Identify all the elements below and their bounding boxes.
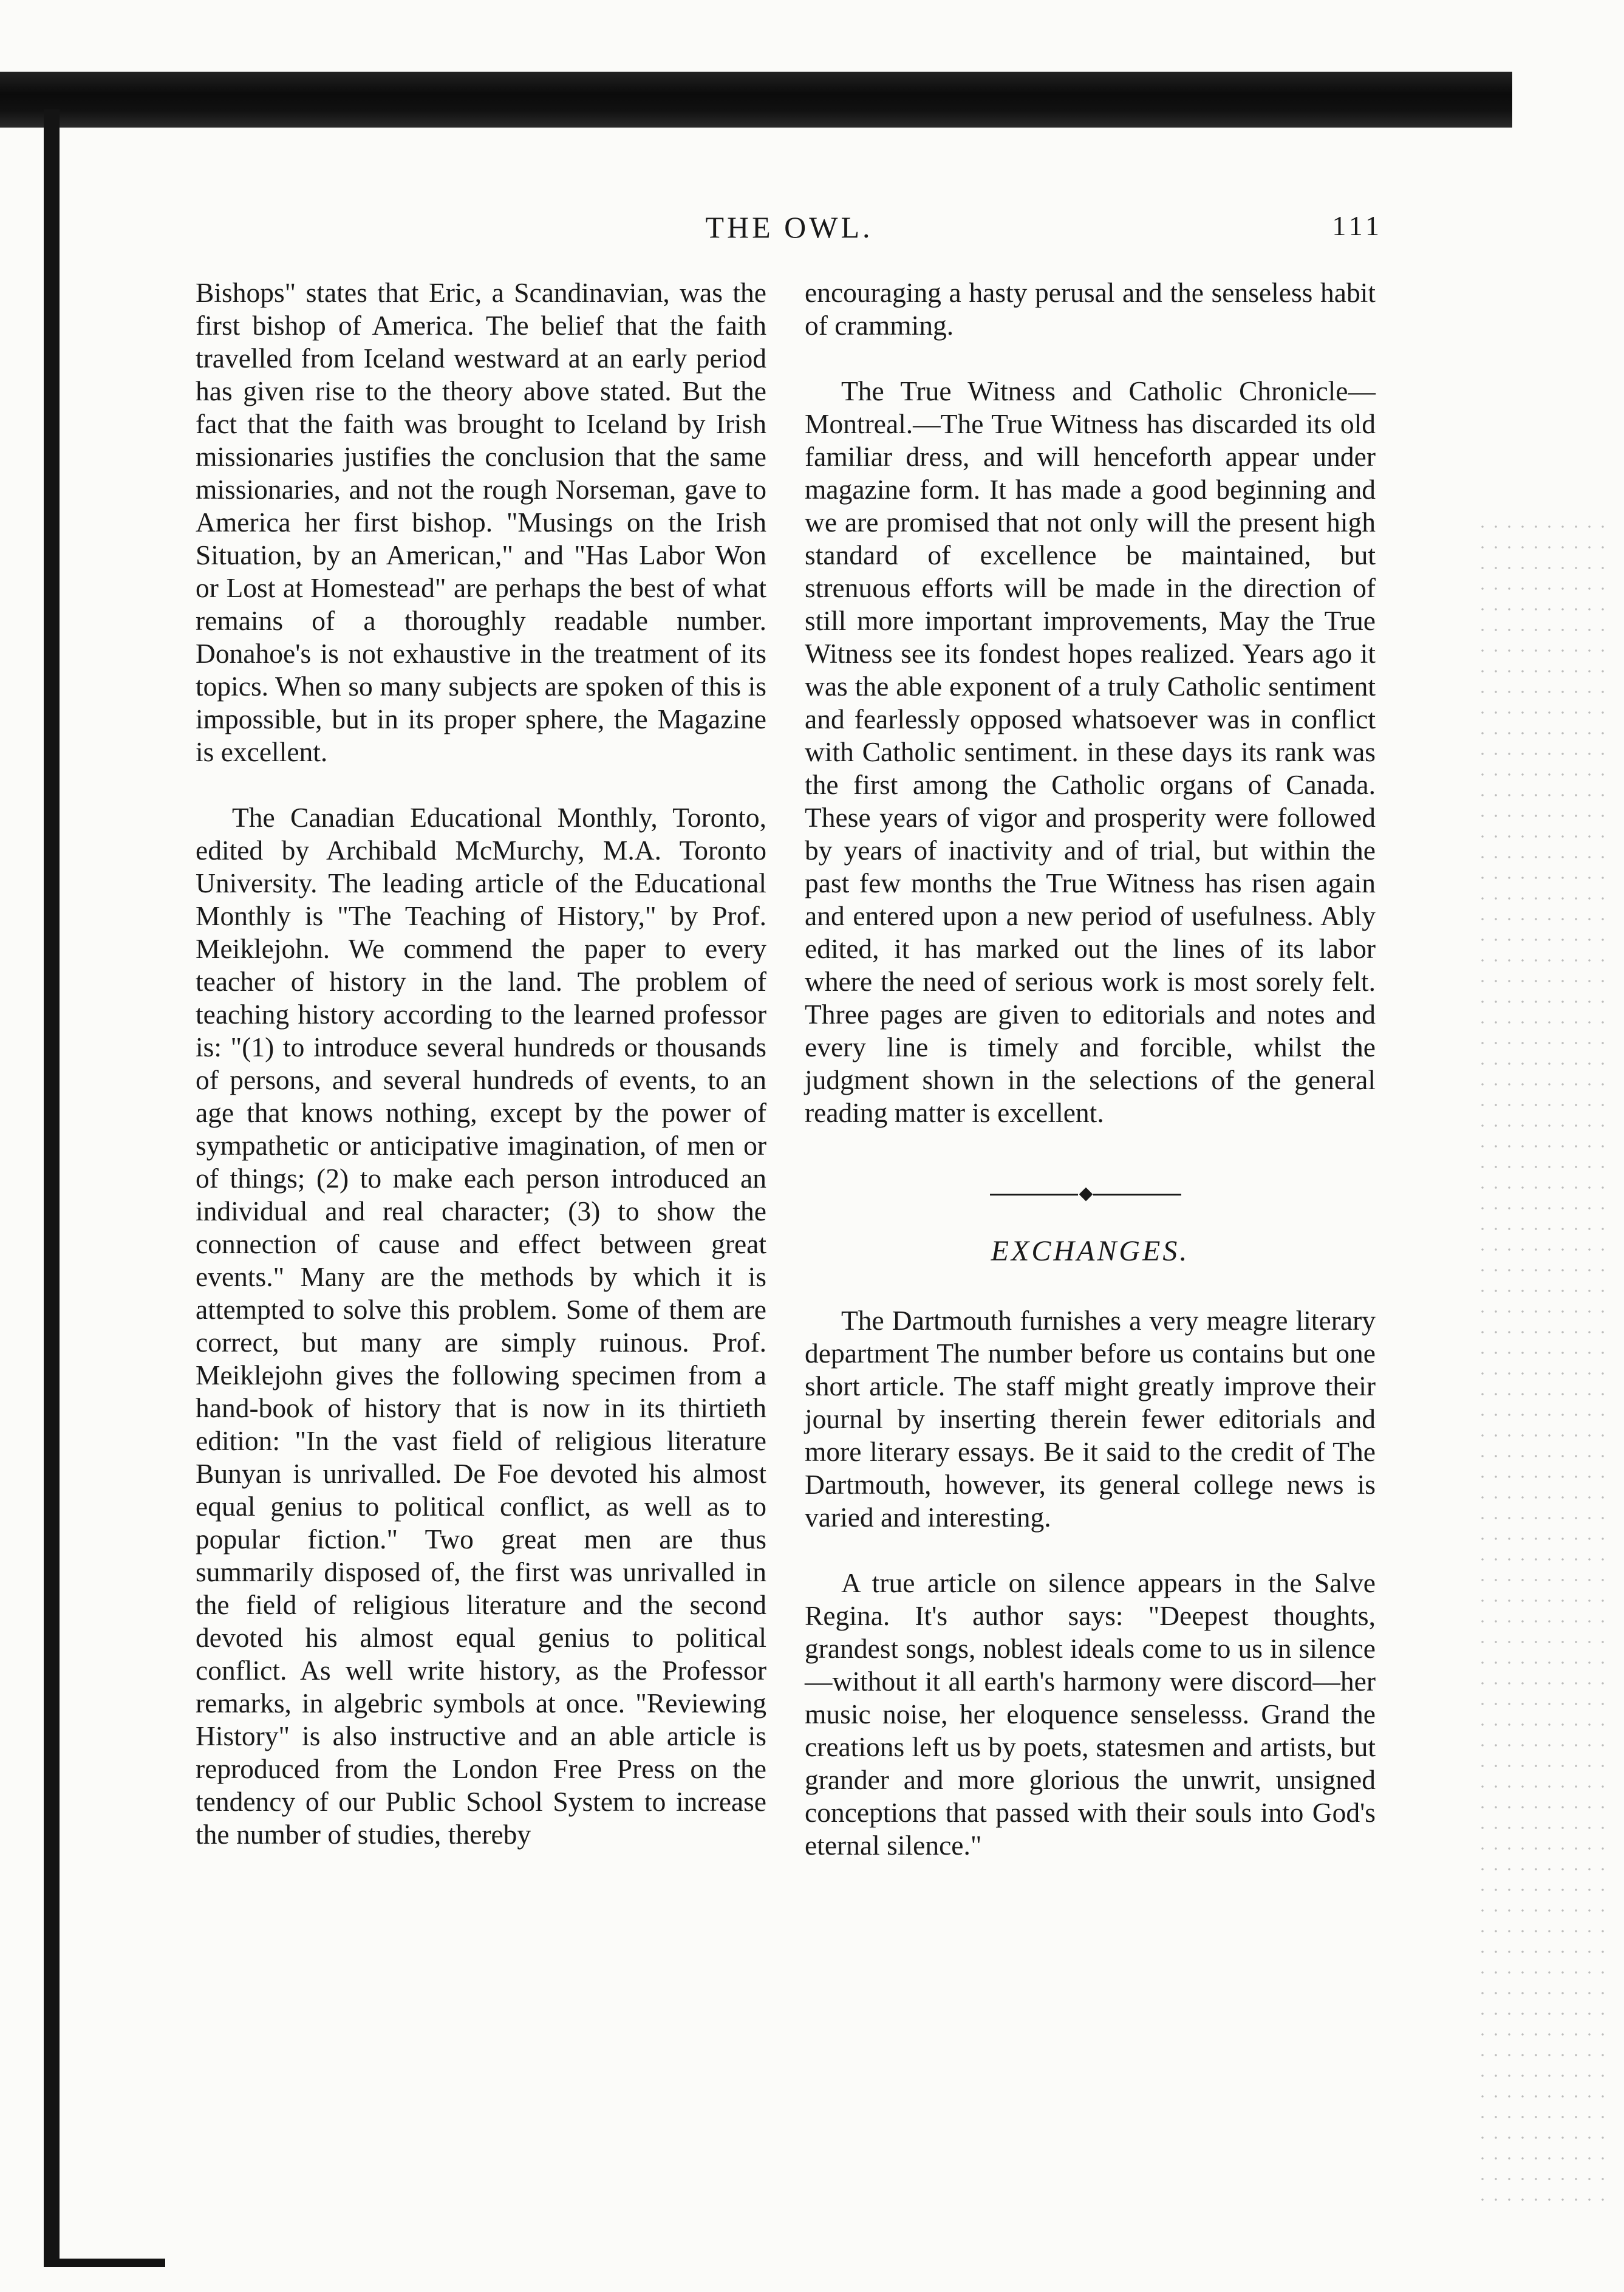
right-column (805, 276, 1376, 1862)
page-top-border (0, 72, 1512, 128)
divider-line-right (1093, 1194, 1181, 1196)
left-column (196, 276, 766, 1851)
page-edge-specks (1476, 516, 1609, 2217)
educational-monthly-paragraph: The Canadian Educational Monthly, Toronto, edited by Archibald McMurchy, M.A. Toronto University. The leading article of the Educational Monthly is "The Teaching of History," by Prof. Meiklejohn. We commend the paper to every teacher of history in the land. The problem of teaching history according to the learned professor is: "(1) to introduce several hundreds or thousands of persons, and several hundreds of events, to an age that knows nothing, except by the power of sympathetic or anticipative imagination, of men or of things; (2) to make each person introduced an individual and real character; (3) to show the connection of cause and effect between great events." Many are the methods by which it is attempted to solve this problem. Some of them are correct, but many are simply ruinous. Prof. Meiklejohn gives the following specimen from a hand-book of history that is now in its thirtieth edition: "In the vast field of religious literature Bunyan is unrivalled. De Foe devoted his almost equal genius to political conflict, as well as to popular fiction." Two great men are thus summarily disposed of, the first was unrivalled in the field of religious literature and the second devoted his almost equal genius to political conflict. As well write history, as the Professor remarks, in algebric symbols at once. "Reviewing History" is also instructive and an able article is reproduced from the London Free Press on the tendency of our Public School System to increase the number of studies, thereby (196, 802, 766, 1850)
dartmouth-paragraph: The Dartmouth furnishes a very meagre literary department The number before us contains but one short article. The staff might greatly improve their journal by inserting therein fewer editorials and more literary essays. Be it said to the credit of The Dartmouth, however, its general college news is varied and interesting. (805, 1305, 1376, 1533)
divider-diamond-icon (1079, 1188, 1093, 1202)
exchanges-heading: EXCHANGES. (991, 1235, 1190, 1267)
donahoes-review-paragraph: Bishops" states that Eric, a Scandinavian, was the first bishop of America. The belief that the faith travelled from Iceland westward at an early period has given rise to the theory above stated. But the fact that the faith was brought to Iceland by Irish missionaries justifies the conclusion that the same missionaries, and not the rough Norseman, gave to America her first bishop. "Musings on the Irish Situation, by an American," and "Has Labor Won or Lost at Homestead" are perhaps the best of what remains of a thoroughly readable number. Donahoe's is not exhaustive in the treatment of its topics. When so many subjects are spoken of this is impossible, but in its proper sphere, the Magazine is excellent. (196, 277, 766, 767)
page-number: 111 (1332, 210, 1383, 241)
divider-line-left (990, 1194, 1078, 1196)
true-witness-paragraph: The True Witness and Catholic Chronicle—Montreal.—The True Witness has discarded its old familiar dress, and will henceforth appear under magazine form. It has made a good beginning and we are promised that not only will the present high standard of excellence be maintained, but strenuous efforts will be made in the direction of still more important improvements, May the True Witness see its fondest hopes realized. Years ago it was the able exponent of a truly Catholic sentiment and fearlessly opposed whatsoever was in conflict with Catholic sentiment. in these days its rank was the first among the Catholic organs of Canada. These years of vigor and prosperity were followed by years of inactivity and of trial, but within the past few months the True Witness has risen again and entered upon a new period of usefulness. Ably edited, it has marked out the lines of its labor where the need of serious work is most sorely felt. Three pages are given to editorials and notes and every line is timely and forcible, whilst the judgment shown in the selections of the general reading matter is excellent. (805, 375, 1376, 1128)
continuation-paragraph: encouraging a hasty perusal and the senseless habit of cramming. (805, 277, 1376, 341)
running-title: THE OWL. (705, 210, 873, 244)
page-left-border (44, 109, 60, 2266)
section-divider-ornament (805, 1178, 1376, 1211)
page-header (196, 210, 1383, 252)
page-left-border-foot (44, 2259, 165, 2267)
salve-regina-paragraph: A true article on silence appears in the Salve Regina. It's author says: "Deepest thoughts, grandest songs, noblest ideals come to us in silence—without it all earth's harmony were discord—her music noise, her eloquence senselesss. Grand the creations left us by poets, statesmen and artists, but grander and more glorious the unwrit, unsigned conceptions that passed with their souls into God's eternal silence." (805, 1567, 1376, 1861)
